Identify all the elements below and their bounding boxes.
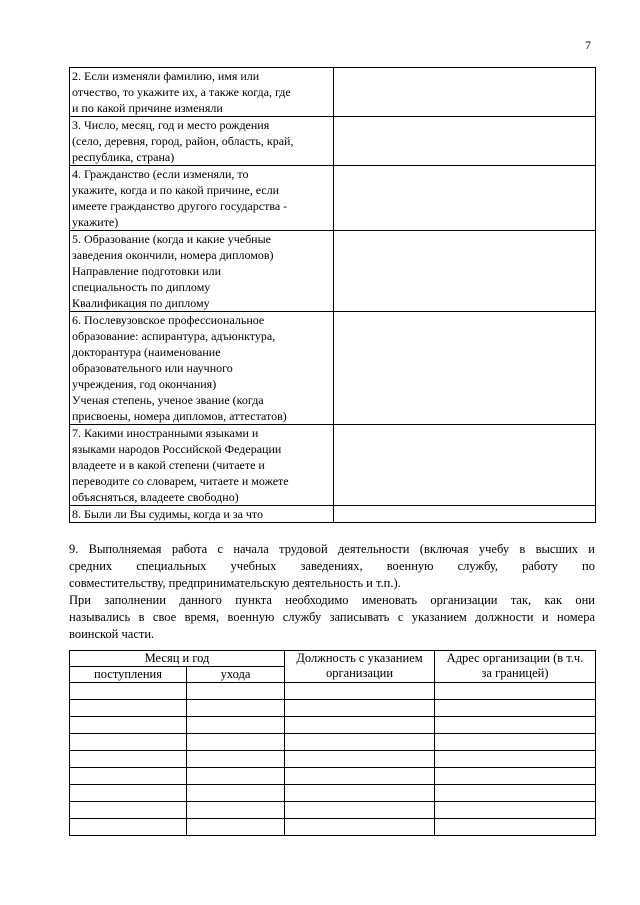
work-history-cell[interactable] [435,751,596,768]
question-label-line: Квалификация по диплому [72,296,210,310]
question-label-line: республика, страна) [72,150,175,164]
work-history-row [70,751,596,768]
work-history-cell[interactable] [70,734,187,751]
question-label-line: 3. Число, месяц, год и место рождения [72,118,270,132]
work-history-cell[interactable] [187,768,285,785]
question-label-line: владеете и в какой степени (читаете и [72,458,265,472]
section-9-line-3: совместительству, предпринимательскую деятельность и т.п.). [69,576,401,590]
header-position [285,651,435,683]
question-label [70,166,334,231]
header-month-year: Месяц и год [70,651,285,667]
question-label-line: языками народов Российской Федерации [72,442,282,456]
work-history-cell[interactable] [187,717,285,734]
header-end: ухода [187,667,285,683]
question-label [70,312,334,425]
question-row [70,506,596,523]
work-history-row [70,700,596,717]
question-label-line: 2. Если изменяли фамилию, имя или [72,69,260,83]
work-history-row [70,768,596,785]
question-row [70,117,596,166]
answer-cell[interactable] [334,117,596,166]
answer-cell[interactable] [334,166,596,231]
work-history-cell[interactable] [70,700,187,717]
header-start: поступления [70,667,187,683]
question-label-line: Направление подготовки или [72,264,222,278]
work-history-cell[interactable] [435,819,596,836]
work-history-cell[interactable] [187,734,285,751]
answer-cell[interactable] [334,68,596,117]
work-history-cell[interactable] [435,717,596,734]
answer-cell[interactable] [334,312,596,425]
work-history-cell[interactable] [435,785,596,802]
question-row [70,231,596,312]
work-history-cell[interactable] [70,751,187,768]
section-9-line-1: 9. Выполняемая работа с начала трудовой деятельности (включая учебу в высших и [69,542,595,556]
question-row [70,166,596,231]
work-history-cell[interactable] [285,751,435,768]
work-history-cell[interactable] [285,785,435,802]
question-label-line: и по какой причине изменяли [72,101,223,115]
work-history-cell[interactable] [70,785,187,802]
question-label-line: заведения окончили, номера дипломов) [72,248,274,262]
question-label [70,231,334,312]
questionnaire-table [69,67,596,523]
question-label-line: образовательного или научного [72,361,233,375]
question-label-line: 5. Образование (когда и какие учебные [72,232,271,246]
work-history-row [70,717,596,734]
answer-cell[interactable] [334,506,596,523]
work-history-cell[interactable] [187,700,285,717]
question-label-line: укажите) [72,215,119,229]
question-label-line: учреждения, год окончания) [72,377,217,391]
work-history-cell[interactable] [435,734,596,751]
question-label-line: 8. Были ли Вы судимы, когда и за что [72,507,264,521]
work-history-cell[interactable] [285,717,435,734]
question-label-line: 7. Какими иностранными языками и [72,426,259,440]
work-history-cell[interactable] [70,683,187,700]
work-history-cell[interactable] [187,802,285,819]
work-history-cell[interactable] [70,819,187,836]
work-history-row [70,785,596,802]
question-label-line: специальность по диплому [72,280,211,294]
work-history-cell[interactable] [435,768,596,785]
work-history-cell[interactable] [187,819,285,836]
question-label-line: присвоены, номера дипломов, аттестатов) [72,409,287,423]
answer-cell[interactable] [334,425,596,506]
header-address-line-1: Адрес организации (в т.ч. [446,651,584,665]
work-history-cell[interactable] [285,734,435,751]
question-label-line: образование: аспирантура, адъюнктура, [72,329,276,343]
work-history-table [69,650,596,836]
work-history-cell[interactable] [435,700,596,717]
header-position-line-2: организации [325,666,394,680]
question-label [70,425,334,506]
question-label [70,117,334,166]
question-label-line: имеете гражданство другого государства - [72,199,288,213]
work-history-cell[interactable] [187,751,285,768]
work-history-cell[interactable] [187,683,285,700]
section-9-line-2: средних специальных учебных заведениях, военную службу, работу по [69,559,595,573]
work-history-cell[interactable] [187,785,285,802]
question-label-line: объясняться, владеете свободно) [72,490,239,504]
question-label-line: 4. Гражданство (если изменяли, то [72,167,249,181]
work-history-cell[interactable] [70,717,187,734]
question-label-line: переводите со словарем, читаете и можете [72,474,289,488]
work-history-cell[interactable] [285,819,435,836]
question-label-line: докторантура (наименование [72,345,221,359]
header-position-line-1: Должность с указанием [296,651,423,665]
work-history-cell[interactable] [285,768,435,785]
question-label-line: 6. Послевузовское профессиональное [72,313,265,327]
question-label-line: (село, деревня, город, район, область, край, [72,134,294,148]
work-history-cell[interactable] [70,768,187,785]
work-history-cell[interactable] [285,700,435,717]
page-number: 7 [585,38,591,52]
question-label-line: отчество, то укажите их, а также когда, где [72,85,291,99]
question-label [70,506,334,523]
work-history-cell[interactable] [435,802,596,819]
work-history-cell[interactable] [70,802,187,819]
header-address-line-2: за границей) [481,666,549,680]
section-9-note-line-2: назывались в свое время, военную службу записывать с указанием должности и номера [69,610,595,624]
section-9-note-line-3: воинской части. [69,627,155,641]
work-history-cell[interactable] [285,683,435,700]
question-row [70,425,596,506]
header-address [435,651,596,683]
question-label [70,68,334,117]
work-history-row [70,683,596,700]
work-history-cell[interactable] [435,683,596,700]
question-row [70,312,596,425]
work-history-row [70,734,596,751]
work-history-row [70,819,596,836]
question-label-line: укажите, когда и по какой причине, если [72,183,280,197]
question-label-line: Ученая степень, ученое звание (когда [72,393,264,407]
question-row [70,68,596,117]
answer-cell[interactable] [334,231,596,312]
work-history-cell[interactable] [285,802,435,819]
section-9-note-line-1: При заполнении данного пункта необходимо именовать организации так, как они [69,593,595,607]
work-history-row [70,802,596,819]
